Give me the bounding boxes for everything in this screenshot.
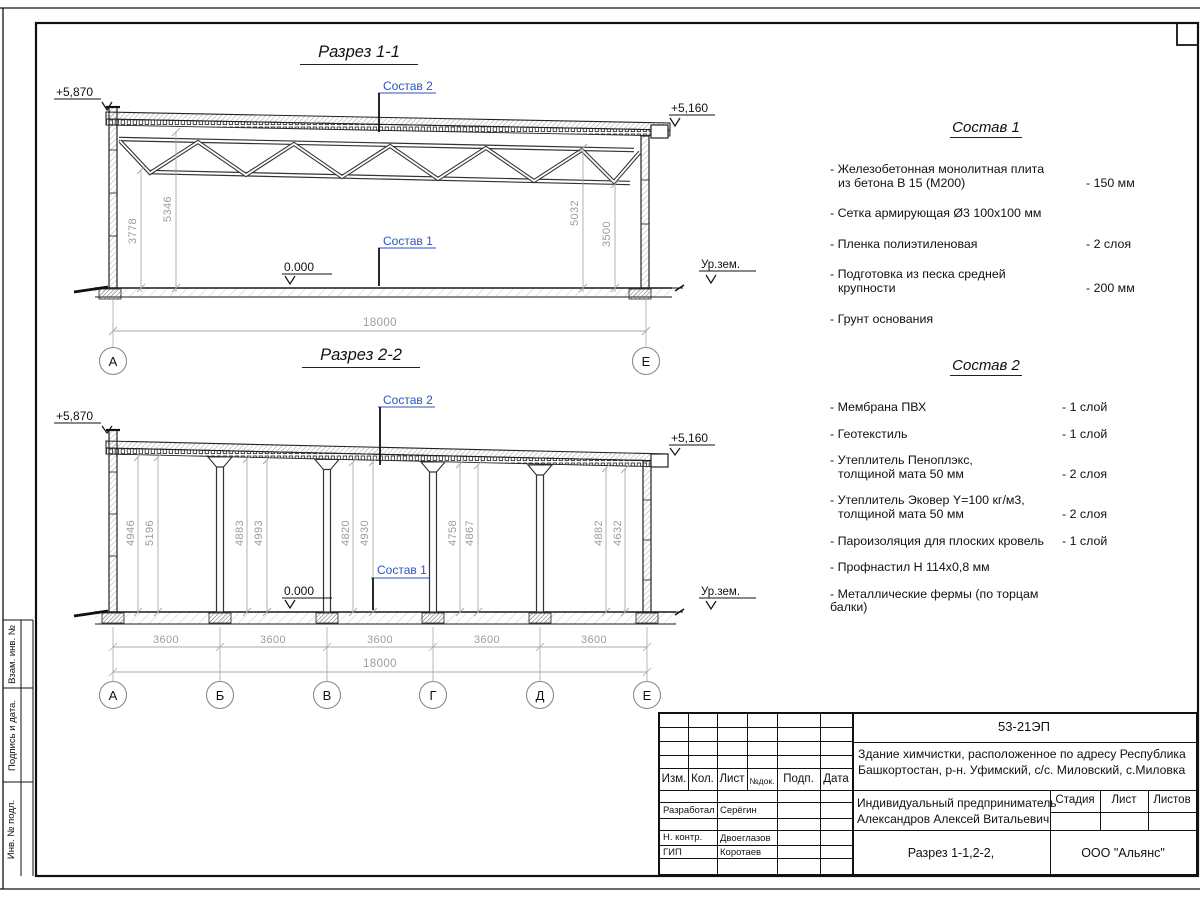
stamp-vzam-inv: Взам. инв. № xyxy=(6,624,18,684)
elevation-label: +5,160 xyxy=(671,101,709,115)
composition-item: - Железобетонная монолитная плита из бетона В 15 (М200) - 150 мм xyxy=(830,162,1135,190)
floor-slab xyxy=(95,288,672,297)
elevation-label: 0.000 xyxy=(284,260,315,274)
elevation-label: +5,870 xyxy=(56,85,94,99)
tb-col-list: Лист xyxy=(719,773,745,785)
roof-end-beam xyxy=(651,454,668,467)
axis-label: А xyxy=(108,688,118,703)
right-wall xyxy=(643,461,651,612)
dim-label: 4882 xyxy=(593,519,605,547)
axis-label: В xyxy=(322,688,332,703)
tb-sheet-title: Разрез 1-1,2-2, xyxy=(907,846,995,860)
section-1-1-drawing xyxy=(54,79,756,375)
tb-role-developer: Разработал xyxy=(663,805,715,816)
axis-label: Д xyxy=(535,688,545,703)
roof-end-beam xyxy=(651,125,668,138)
tb-name-developer: Серёгин xyxy=(720,805,757,816)
composition-item: - Подготовка из песка средней крупности - 200 мм xyxy=(830,267,1135,295)
dim-label: 18000 xyxy=(363,317,397,329)
corner-doc-box xyxy=(1177,23,1198,45)
dim-label: 3600 xyxy=(152,634,180,646)
callout-sostav1: Состав 1 xyxy=(383,234,433,248)
bay-height-dimensions xyxy=(134,453,629,616)
tb-client-line2: Александров Алексей Витальевич xyxy=(857,812,1050,826)
dim-label: 4820 xyxy=(340,519,352,547)
composition-item: - Профнастил Н 114х0,8 мм xyxy=(830,560,990,575)
section-1-1-title: Разрез 1-1 xyxy=(300,43,418,65)
tb-client-line1: Индивидуальный предприниматель xyxy=(857,796,1057,810)
composition-item: - Металлические фермы (по торцам балки) xyxy=(830,586,1039,615)
tb-col-kol: Кол. xyxy=(691,773,714,785)
composition-2-list xyxy=(830,357,1142,628)
tb-col-data: Дата xyxy=(823,773,849,785)
composition-item: - Утеплитель Эковер Y=100 кг/м3, толщиной мата 50 мм - 2 слоя xyxy=(830,493,1108,521)
composition-1-list xyxy=(830,119,1142,343)
axis-markers xyxy=(100,682,661,709)
composition-item: - Грунт основания xyxy=(830,311,934,326)
composition-2-title: Состав 2 xyxy=(952,357,1020,374)
composition-1-items xyxy=(830,163,1142,326)
floor-slab xyxy=(95,612,676,624)
left-wall xyxy=(109,430,117,612)
right-wall xyxy=(641,136,649,288)
dim-label: 3600 xyxy=(366,634,394,646)
callout-sostav2: Состав 2 xyxy=(383,393,433,407)
composition-1-title: Состав 1 xyxy=(952,119,1020,136)
ground-level-label: Ур.зем. xyxy=(701,259,741,271)
dim-label: 3600 xyxy=(259,634,287,646)
elevation-label: +5,870 xyxy=(56,409,94,423)
dim-label: 4758 xyxy=(447,519,459,547)
ground-level-label: Ур.зем. xyxy=(701,586,741,598)
tb-name-gip: Коротаев xyxy=(720,847,762,858)
steel-truss xyxy=(119,139,640,183)
dim-label: 3778 xyxy=(127,217,139,245)
dim-label: 18000 xyxy=(363,658,397,670)
tb-role-gip: ГИП xyxy=(663,847,682,858)
tb-col-podp: Подп. xyxy=(783,773,814,785)
composition-item: - Пароизоляция для плоских кровель - 1 слой xyxy=(830,533,1108,548)
left-wall xyxy=(109,107,117,288)
dim-label: 3600 xyxy=(473,634,501,646)
elevation-label: 0.000 xyxy=(284,584,315,598)
composition-item: - Пленка полиэтиленовая - 2 слоя xyxy=(830,236,1132,251)
axis-label: Е xyxy=(641,354,651,369)
axis-label: А xyxy=(108,354,118,369)
axis-label: Г xyxy=(429,688,437,703)
callout-sostav2: Состав 2 xyxy=(383,79,433,93)
axis-label: Б xyxy=(215,688,225,703)
dim-label: 4993 xyxy=(253,519,265,547)
tb-stage-label: Стадия xyxy=(1055,794,1095,806)
tb-sheets-label: Листов xyxy=(1153,794,1191,806)
dim-label: 4946 xyxy=(125,519,137,547)
dim-label: 4930 xyxy=(359,519,371,547)
tb-doc-code: 53-21ЭП xyxy=(998,719,1050,734)
dim-label: 4883 xyxy=(234,519,246,547)
title-block xyxy=(658,712,1198,876)
dim-label: 4867 xyxy=(464,519,476,547)
stamp-inv-podl: Инв. № подл. xyxy=(6,799,18,859)
dim-label: 5196 xyxy=(144,519,156,547)
dim-label: 5346 xyxy=(162,195,174,223)
dim-label: 5032 xyxy=(569,199,581,227)
composition-callouts xyxy=(371,393,435,610)
tb-col-izm: Изм. xyxy=(661,773,687,785)
foundation-pad xyxy=(99,289,121,299)
dim-label: 3600 xyxy=(580,634,608,646)
composition-item: - Сетка армирующая Ø3 100х100 мм xyxy=(830,206,1042,221)
composition-2-items xyxy=(830,401,1142,615)
tb-company: ООО "Альянс" xyxy=(1081,846,1165,860)
composition-item: - Утеплитель Пеноплэкс, толщиной мата 50 мм - 2 слоя xyxy=(830,453,1108,481)
callout-sostav1: Состав 1 xyxy=(377,563,427,577)
section-2-2-title: Разрез 2-2 xyxy=(302,346,420,368)
tb-role-ncontrol: Н. контр. xyxy=(663,832,703,843)
tb-name-ncontrol: Двоеглазов xyxy=(720,833,771,844)
tb-project-line2: Башкортостан, р-н. Уфимский, с/с. Миловский, с.Миловка xyxy=(858,763,1186,777)
elevation-label: +5,160 xyxy=(671,431,709,445)
dim-label: 4632 xyxy=(612,519,624,547)
dim-label: 3500 xyxy=(601,220,613,248)
section-2-2-drawing xyxy=(54,393,756,709)
stamp-podpis-data: Подпись и дата. xyxy=(6,699,18,771)
composition-item: - Мембрана ПВХ - 1 слой xyxy=(830,400,1108,414)
tb-project-line1: Здание химчистки, расположенное по адресу Республика xyxy=(858,747,1186,761)
tb-sheet-label: Лист xyxy=(1111,794,1137,806)
foundation-pad xyxy=(629,289,651,299)
axis-label: Е xyxy=(642,688,652,703)
composition-item: - Геотекстиль - 1 слой xyxy=(830,426,1108,441)
tb-col-ndok: №док. xyxy=(749,776,775,786)
composition-callouts xyxy=(378,79,436,286)
